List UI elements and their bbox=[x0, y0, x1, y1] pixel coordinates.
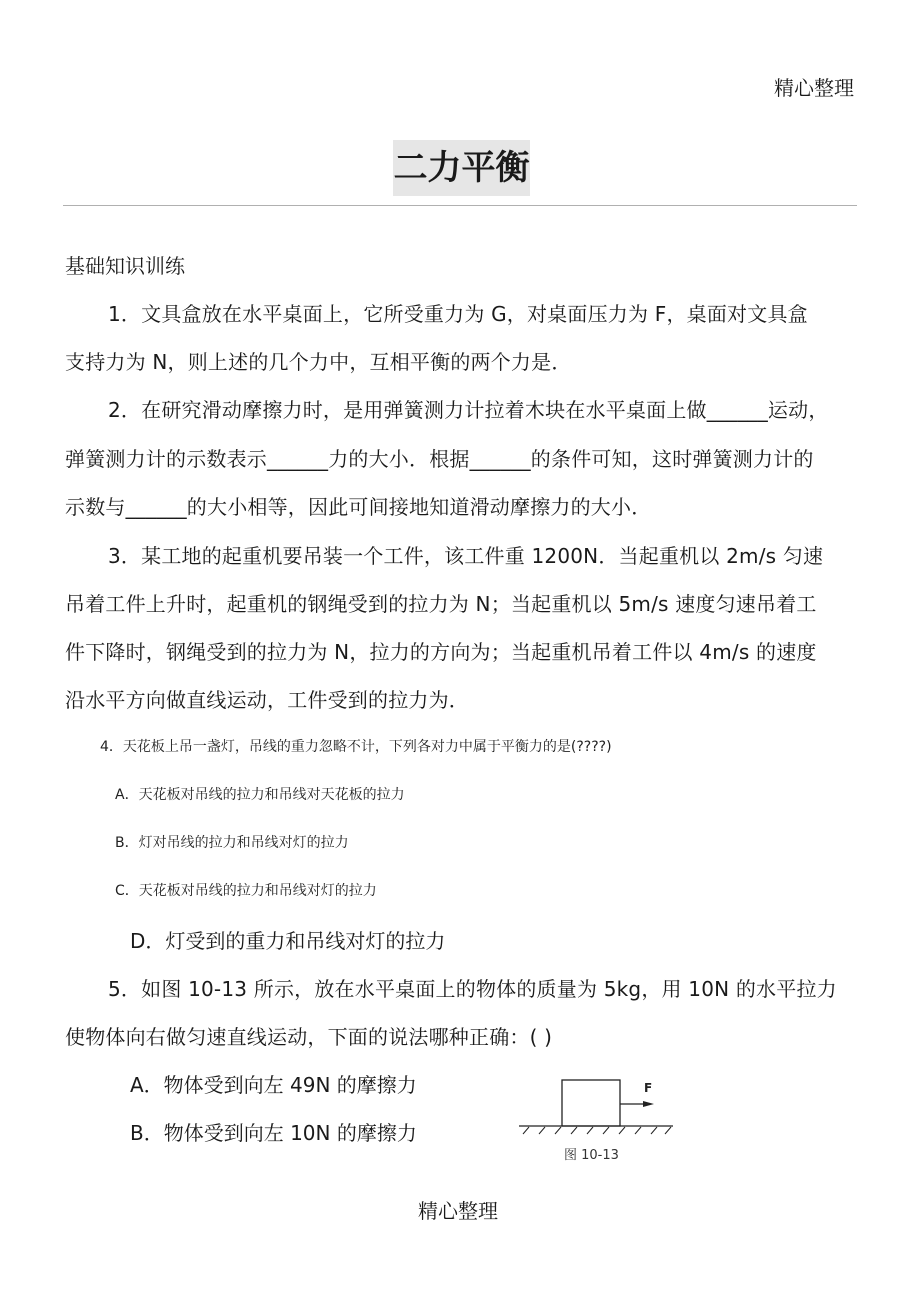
block bbox=[562, 1080, 620, 1126]
ground-hatching bbox=[523, 1127, 671, 1134]
page-footer: 精心整理 bbox=[418, 1199, 498, 1223]
q5-line-2: 使物体向右做匀速直线运动，下面的说法哪种正确：( ) bbox=[65, 1025, 553, 1049]
page-title: 二力平衡 bbox=[393, 140, 530, 196]
q4-stem: 4．天花板上吊一盏灯，吊线的重力忽略不计，下列各对力中属于平衡力的是(????) bbox=[100, 739, 612, 755]
q3-line-1: 3．某工地的起重机要吊装一个工件，该工件重 1200N．当起重机以 2m/s 匀速 bbox=[108, 544, 824, 568]
q2-line-1: 2．在研究滑动摩擦力时，是用弹簧测力计拉着木块在水平桌面上做______运动， bbox=[108, 398, 829, 422]
block-force-diagram bbox=[515, 1070, 685, 1140]
q3-line-3: 件下降时，钢绳受到的拉力为 N，拉力的方向为；当起重机吊着工件以 4m/s 的速度 bbox=[65, 640, 817, 664]
section-heading: 基础知识训练 bbox=[65, 254, 185, 278]
q3-line-4: 沿水平方向做直线运动，工件受到的拉力为． bbox=[65, 688, 469, 712]
q4-option-c: C．天花板对吊线的拉力和吊线对灯的拉力 bbox=[115, 883, 377, 899]
force-label: F bbox=[644, 1081, 653, 1095]
q4-option-a: A．天花板对吊线的拉力和吊线对天花板的拉力 bbox=[115, 787, 405, 803]
q1-line-2: 支持力为 N，则上述的几个力中，互相平衡的两个力是． bbox=[65, 350, 572, 374]
q1-line-1: 1．文具盒放在水平桌面上，它所受重力为 G，对桌面压力为 F，桌面对文具盒 bbox=[108, 302, 808, 326]
force-arrow-head bbox=[643, 1101, 654, 1107]
title-divider bbox=[63, 205, 857, 206]
q5-option-b: B．物体受到向左 10N 的摩擦力 bbox=[130, 1121, 417, 1145]
q5-option-a: A．物体受到向左 49N 的摩擦力 bbox=[130, 1073, 417, 1097]
q2-line-3: 示数与______的大小相等，因此可间接地知道滑动摩擦力的大小． bbox=[65, 495, 652, 519]
q5-line-1: 5．如图 10-13 所示，放在水平桌面上的物体的质量为 5kg，用 10N 的水平拉力 bbox=[108, 977, 837, 1001]
q4-option-d: D．灯受到的重力和吊线对灯的拉力 bbox=[130, 929, 446, 953]
page-header: 精心整理 bbox=[774, 76, 854, 100]
q3-line-2: 吊着工件上升时，起重机的钢绳受到的拉力为 N；当起重机以 5m/s 速度匀速吊着工 bbox=[65, 592, 817, 616]
figure-caption: 图 10-13 bbox=[564, 1148, 619, 1163]
q2-line-2: 弹簧测力计的示数表示______力的大小．根据______的条件可知，这时弹簧测力计的 bbox=[65, 447, 814, 471]
q4-option-b: B．灯对吊线的拉力和吊线对灯的拉力 bbox=[115, 835, 349, 851]
